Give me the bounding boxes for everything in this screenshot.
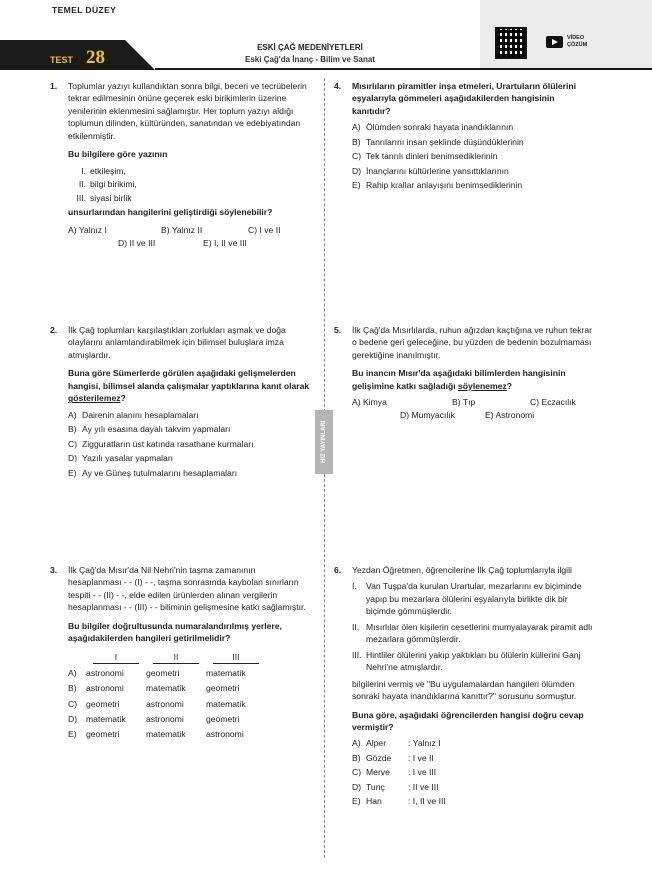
answer-options [352, 396, 594, 426]
option-d[interactable]: D) II ve III [118, 237, 156, 248]
roman-item: II. Mısırlılar ölen kişilerin cesetlerini mumyalayarak piramit adlı mezarlara gömmüşlerdir. [352, 621, 593, 645]
option-c[interactable]: C) geometri astronomi matematik [68, 698, 246, 709]
question-lead: Bu bilgilere göre yazının [68, 149, 168, 160]
question-number: 4. [334, 81, 342, 91]
option-e[interactable]: E) Astronomi [485, 410, 535, 421]
roman-item: I. etkileşim, [81, 165, 126, 176]
question-number: 1. [50, 81, 58, 91]
option-e[interactable]: E) geometri matematik astronomi [68, 729, 244, 740]
question-text: İlk Çağ'da Mısırlılarda, ruhun ağızdan kaçtığına ve ruhun tekrar o bedene geri geleceğine, bu yüzden de bedenin bozulmaması gerektiğine inanılmıştır. [352, 325, 593, 360]
question-text: İlk Çağ'da Mısır'da Nil Nehri'nin taşma zamanının hesaplanması - - (I) - -, taşma sonrasında kaybolan sınırların tespiti - - (II) - -, elde edilen ürünlerden alınan vergilerin hesaplanması - - (III) - - biliminin gelişmesine katkı sağlamıştır. [68, 565, 306, 613]
question-text: İlk Çağ toplumları karşılaştıkları zorlukları aşmak ve doğa olaylarını anlamlandırabilmek için bilimsel buluşlara imza atmışlardır. [68, 325, 286, 360]
option-b[interactable]: B) Tıp [452, 397, 476, 408]
question-prompt: Mısırlıların piramitler inşa etmeleri, Urartuların ölülerini eşyalarıyla gömmeleri aşağıdakilerden hangisinin kanıtıdır? [352, 81, 576, 116]
roman-item: III. Hintliler ölülerini yakıp yaktıkları bu ölülerin küllerini Ganj Nehri'ne atmışlardır. [352, 649, 581, 673]
question-prompt: Bu bilgiler doğrultusunda numaralandırılmış yerlere, aşağıdakilerden hangileri getirilmelidir? [68, 620, 282, 644]
page-subtitle: Eski Çağ'da İnanç - Bilim ve Sanat [245, 55, 375, 64]
option-c[interactable]: C) I ve II [248, 224, 281, 235]
option-d[interactable]: D) İnançlarını kültürlerine yansıttıklarının [352, 165, 509, 176]
question-number: 5. [334, 325, 342, 335]
option-e[interactable]: E) Rahip krallar anlayışını benimsediklerinin [352, 180, 523, 191]
option-a[interactable]: A) Dairenin alanını hesaplamaları [68, 409, 199, 420]
roman-list [352, 580, 596, 673]
test-label: TEST [50, 55, 74, 65]
roman-item: I. Van Tuşpa'da kurulan Urartular, mezarlarını ev biçiminde yapıp bu mezarlara ölülerini eşyalarıyla birlikte dik bir biçimde gömmüşlerdir. [352, 581, 582, 617]
answer-table: I II III A) astronomi geometri matematik B) astronomi matematik geometri C) geometri astronomi matematik D) matematik astronomi geometri E) geometri matematik astronomi [68, 651, 266, 743]
publisher-watermark: HIZ YAYINLARI [315, 410, 333, 474]
option-c[interactable]: C) Zigguratların üst katında rasathane kurmaları [68, 438, 254, 449]
option-b[interactable]: B) Tanrılarını insan şeklinde düşündüklerinin [352, 136, 524, 147]
option-d[interactable]: D) Mumyacılık [400, 410, 455, 421]
question-prompt: Buna göre Sümerlerde görülen aşağıdaki gelişmelerden hangisi, bilimsel alanda çalışmalar yaptıklarına kanıt olarak gösterilemez? [68, 368, 310, 404]
question-number: 6. [334, 565, 342, 575]
video-solution-label: VİDEO ÇÖZÜM [567, 35, 588, 48]
option-e[interactable]: E) Ay ve Güneş tutulmalarını hesaplamaları [68, 467, 238, 478]
option-c[interactable]: C) Tek tanrılı dinleri benimsediklerinin [352, 151, 498, 162]
page-title: ESKİ ÇAĞ MEDENİYETLERİ [257, 43, 363, 52]
test-number: 28 [86, 47, 105, 68]
option-d[interactable]: D) Yazılı yasalar yapmaları [68, 453, 174, 464]
answer-options [68, 224, 310, 254]
question-prompt: Bu inancın Mısır'da aşağıdaki bilimlerden hangisinin gelişimine katkı sağladığı söylenemez? [352, 368, 566, 391]
test-bar [0, 40, 155, 70]
question-number: 2. [50, 325, 58, 335]
question-text: Yezdan Öğretmen, öğrencilerine İlk Çağ toplumlarıyla ilgili [352, 565, 572, 575]
option-a[interactable]: A) Ölümden sonraki hayata inandıklarının [352, 122, 514, 133]
option-b[interactable]: B) Gözde : I ve II [352, 752, 434, 763]
option-c[interactable]: C) Eczacılık [530, 397, 576, 408]
level-label: TEMEL DÜZEY [52, 5, 117, 15]
option-b[interactable]: B) Ay yılı esasına dayalı takvim yapmaları [68, 424, 231, 435]
question-prompt: unsurlarından hangilerini geliştirdiği söylenebilir? [68, 207, 273, 218]
option-b[interactable]: B) Yalnız II [161, 224, 203, 235]
option-a[interactable]: A) astronomi geometri matematik [68, 667, 246, 678]
question-text: Toplumlar yazıyı kullandıktan sonra bilgi, beceri ve tecrübelerin tekrar edilmesinin önüne geçerek eski birikimlerin üzerine yenilerinin eklenmesini sağlamıştır. Her toplum yazıyı aldığı toplumun dilinden, kültüründen, sanatından ve edebiyatından etkilenmiştir. [68, 81, 307, 141]
question-text-2: bilgilerini vermiş ve "Bu uygulamalardan hangileri ölümden sonraki hayata inandıklarına kanıttır?" sorusunu sormuştur. [352, 678, 577, 702]
question-prompt: Buna göre, aşağıdaki öğrencilerden hangisi doğru cevap vermiştir? [352, 709, 584, 732]
option-d[interactable]: D) Tunç : II ve III [352, 781, 439, 792]
option-e[interactable]: E) I, II ve III [203, 237, 247, 248]
page-header [0, 0, 652, 72]
question-number: 3. [50, 565, 58, 575]
option-a[interactable]: A) Alper : Yalnız I [352, 738, 441, 749]
option-a[interactable]: A) Yalnız I [68, 224, 107, 235]
option-c[interactable]: C) Merve : I ve III [352, 767, 437, 778]
header-rule [155, 68, 652, 70]
roman-item: II. bilgi birikimi, [78, 179, 137, 190]
option-b[interactable]: B) astronomi matematik geometri [68, 683, 240, 694]
qr-code-icon[interactable] [495, 27, 527, 59]
video-play-icon[interactable] [546, 36, 563, 48]
roman-item: III. siyasi birlik [76, 192, 132, 203]
option-a[interactable]: A) Kimya [352, 397, 387, 408]
option-e[interactable]: E) Han : I, II ve III [352, 796, 446, 807]
option-d[interactable]: D) matematik astronomi geometri [68, 714, 240, 725]
